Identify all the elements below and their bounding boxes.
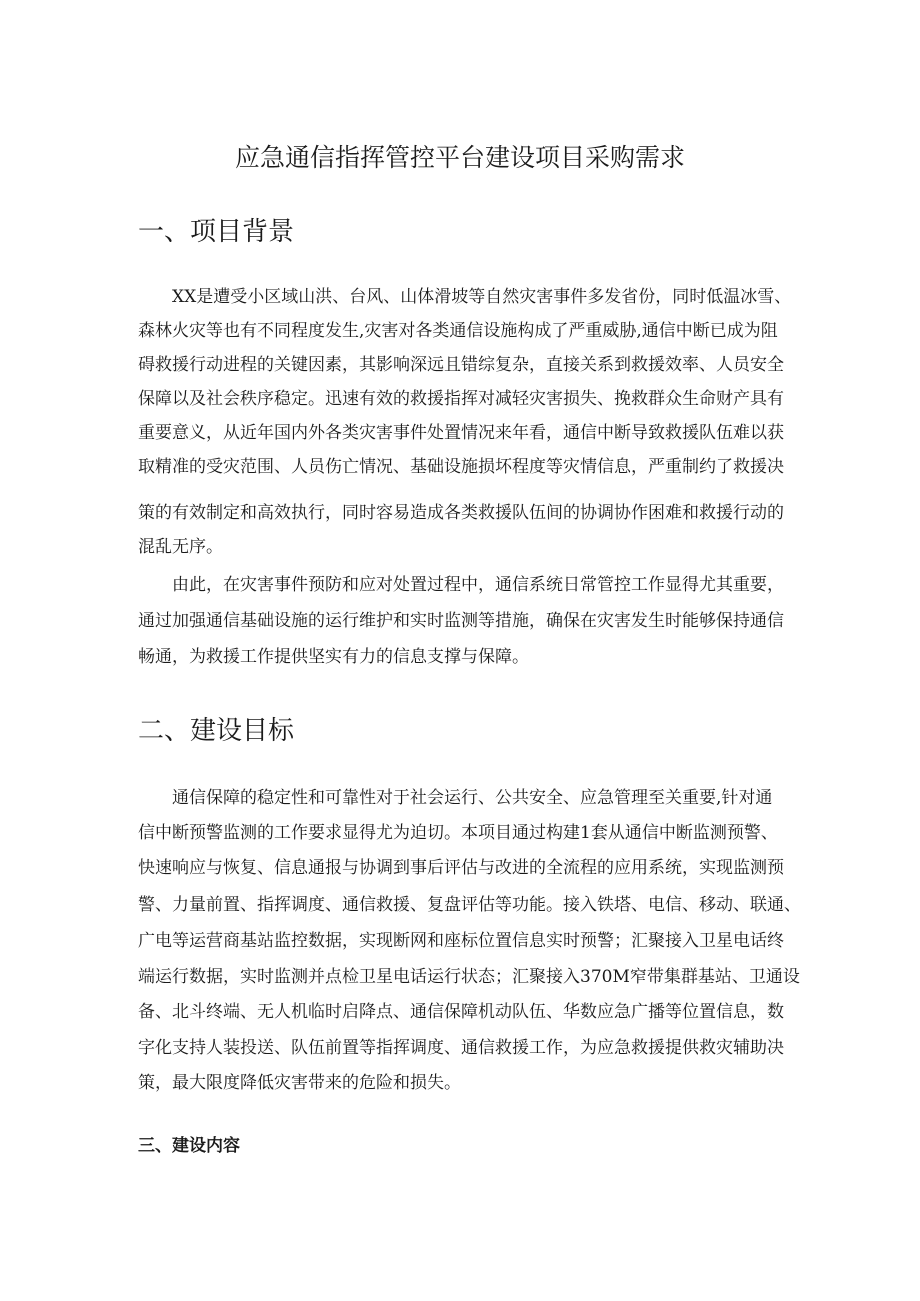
- paragraph-line: 广电等运营商基站监控数据，实现断网和座标位置信息实时预警；汇聚接入卫星电话终: [138, 931, 784, 951]
- paragraph-line: 保障以及社会秩序稳定。迅速有效的救援指挥对减轻灾害损失、挽救群众生命财产具有: [138, 389, 784, 409]
- paragraph-line: 碍救援行动进程的关键因素，其影响深远且错综复杂，直接关系到救援效率、人员安全: [138, 355, 784, 375]
- paragraph-line: 由此，在灾害事件预防和应对处置过程中，通信系统日常管控工作显得尤其重要，: [172, 575, 784, 595]
- paragraph-line: 端运行数据，实时监测并点检卫星电话运行状态；汇聚接入370M窄带集群基站、卫通设: [138, 967, 800, 987]
- document-title: 应急通信指挥管控平台建设项目采购需求: [234, 143, 685, 172]
- paragraph-line: 备、北斗终端、无人机临时启降点、通信保障机动队伍、华数应急广播等位置信息，数: [138, 1002, 784, 1022]
- paragraph-line: XX是遭受小区域山洪、台风、山体滑坡等自然灾害事件多发省份，同时低温冰雪、: [172, 287, 792, 307]
- paragraph-line: 快速响应与恢复、信息通报与协调到事后评估与改进的全流程的应用系统，实现监测预: [138, 858, 784, 878]
- paragraph-line: 通信保障的稳定性和可靠性对于社会运行、公共安全、应急管理至关重要,针对通: [172, 788, 773, 808]
- paragraph-line: 策，最大限度降低灾害带来的危险和损失。: [138, 1073, 461, 1093]
- paragraph-line: 字化支持人装投送、队伍前置等指挥调度、通信救援工作，为应急救援提供救灾辅助决: [138, 1038, 784, 1058]
- paragraph-line: 策的有效制定和高效执行，同时容易造成各类救援队伍间的协调协作困难和救援行动的: [138, 503, 784, 523]
- paragraph-line: 森林火灾等也有不同程度发生,灾害对各类通信设施构成了严重威胁,通信中断已成为阻: [138, 321, 778, 341]
- paragraph-line: 重要意义，从近年国内外各类灾害事件处置情况来年看，通信中断导致救援队伍难以获: [138, 423, 784, 443]
- paragraph-line: 混乱无序。: [138, 537, 223, 557]
- paragraph-line: 取精准的受灾范围、人员伤亡情况、基础设施损坏程度等灾情信息，严重制约了救援决: [138, 457, 784, 477]
- paragraph-line: 畅通，为救援工作提供坚实有力的信息支撑与保障。: [138, 647, 529, 667]
- paragraph-line: 信中断预警监测的工作要求显得尤为迫切。本项目通过构建1套从通信中断监测预警、: [138, 823, 778, 843]
- paragraph-line: 通过加强通信基础设施的运行维护和实时监测等措施，确保在灾害发生时能够保持通信: [138, 611, 784, 631]
- paragraph-line: 警、力量前置、指挥调度、通信救援、复盘评估等功能。接入铁塔、电信、移动、联通、: [138, 895, 801, 915]
- section-heading-content: 三、建设内容: [138, 1136, 240, 1156]
- section-heading-background: 一、项目背景: [138, 217, 295, 247]
- section-heading-goals: 二、建设目标: [138, 716, 295, 746]
